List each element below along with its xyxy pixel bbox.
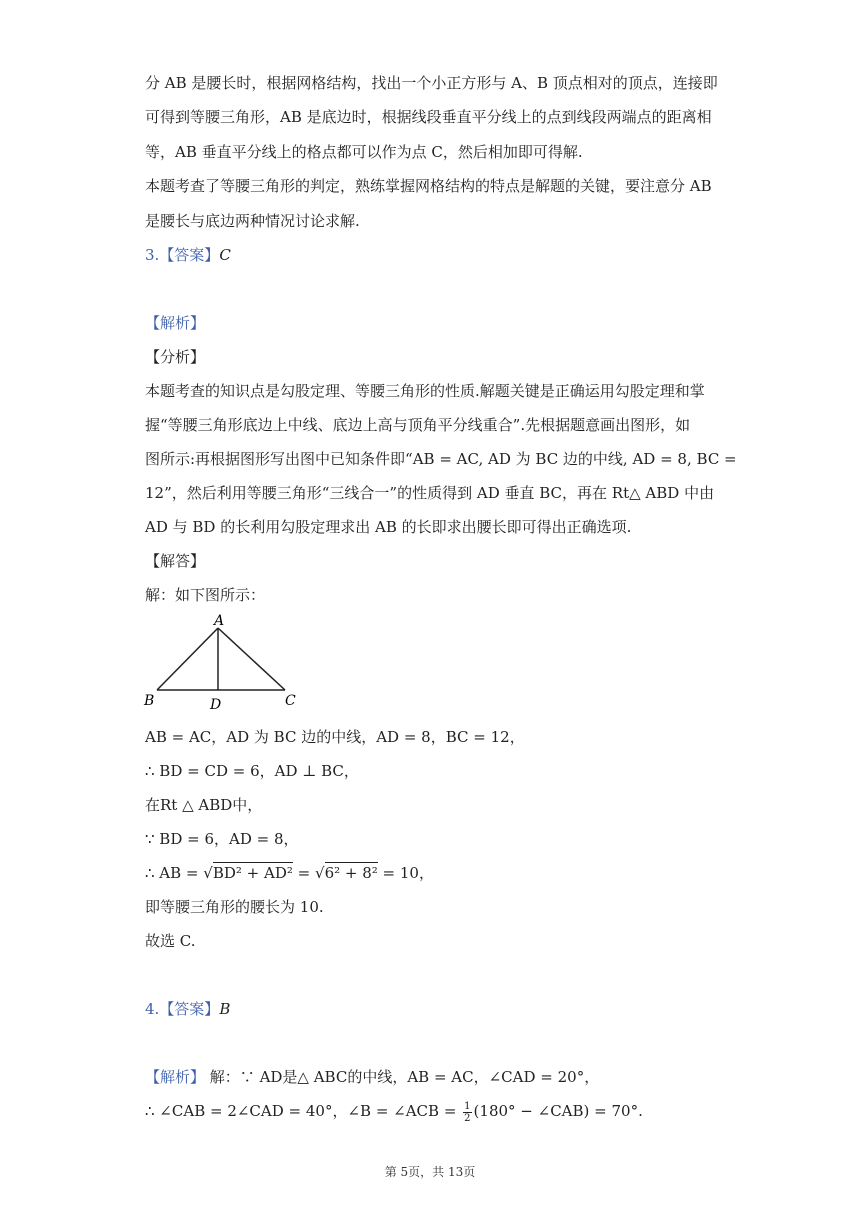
- text-line: 12”，然后利用等腰三角形“三线合一”的性质得到 AD 垂直 BC，再在 Rt△ ABD 中由: [145, 484, 715, 502]
- q4-equation-line: ∴ ∠CAB = 2∠CAD = 40°，∠B = ∠ACB = $\frac{1}{2}$ (180° − ∠CAB) = 70°.: [145, 1100, 643, 1124]
- equation-line: ∴ AB = √BD² + AD² = √6² + 8² = 10，: [145, 864, 434, 882]
- answer-value: B: [219, 1000, 231, 1018]
- page-footer: 第 5页，共 13页: [384, 1165, 476, 1179]
- vertex-label-a: A: [214, 613, 225, 629]
- jieda-label: 【解答】: [145, 552, 206, 570]
- text-line: 握“等腰三角形底边上中线、底边上高与顶角平分线重合”.先根据题意画出图形，如: [145, 416, 691, 434]
- triangle-figure: [140, 610, 310, 720]
- text-line: ∴ BD = CD = 6，AD ⊥ BC，: [145, 762, 359, 780]
- answer-value: C: [219, 246, 231, 264]
- text-line: 是腰长与底边两种情况讨论求解.: [145, 212, 360, 230]
- text-line: 在Rt △ ABD中，: [145, 796, 263, 814]
- fenxi-label: 【分析】: [145, 348, 206, 366]
- text-line: 分 AB 是腰长时，根据网格结构，找出一个小正方形与 A、B 顶点相对的顶点，连接即: [145, 74, 718, 92]
- text-line: 即等腰三角形的腰长为 10.: [145, 898, 324, 916]
- text-line: 本题考查的知识点是勾股定理、等腰三角形的性质.解题关键是正确运用勾股定理和掌: [145, 382, 705, 400]
- text-line: AB = AC，AD 为 BC 边的中线，AD = 8，BC = 12，: [145, 728, 525, 746]
- side-ab: [157, 628, 218, 690]
- analysis-label: 【解析】: [145, 1068, 206, 1086]
- vertex-label-b: B: [144, 693, 155, 709]
- text-line: ∵ BD = 6，AD = 8，: [145, 830, 299, 848]
- fraction: $\frac{1}{2}$: [464, 1100, 471, 1124]
- answer-label: 3.【答案】: [145, 246, 220, 264]
- q4-analysis-line: 【解析】 解：∵ AD是△ ABC的中线，AB = AC，∠CAD = 20°，: [145, 1068, 600, 1086]
- text-line: AD 与 BD 的长利用勾股定理求出 AB 的长即求出腰长即可得出正确选项.: [145, 518, 632, 536]
- text-line: 解：如下图所示：: [145, 586, 266, 604]
- text-line: 本题考查了等腰三角形的判定，熟练掌握网格结构的特点是解题的关键，要注意分 AB: [145, 177, 712, 195]
- side-ac: [218, 628, 285, 690]
- vertex-label-d: D: [210, 697, 222, 713]
- text-line: 可得到等腰三角形，AB 是底边时，根据线段垂直平分线上的点到线段两端点的距离相: [145, 108, 712, 126]
- sqrt-expression: 6² + 8²: [324, 864, 378, 882]
- text-line: 故选 C.: [145, 932, 196, 950]
- q3-answer: [145, 244, 231, 265]
- answer-label: 4.【答案】: [145, 1000, 220, 1018]
- text-line: 图所示:再根据图形写出图中已知条件即“AB = AC, AD 为 BC 边的中线, AD = 8, BC =: [145, 450, 737, 468]
- text-line: 等，AB 垂直平分线上的格点都可以作为点 C，然后相加即可得解.: [145, 143, 583, 161]
- q4-answer: [145, 998, 230, 1019]
- vertex-label-c: C: [285, 693, 296, 709]
- analysis-label: 【解析】: [145, 314, 206, 332]
- sqrt-expression: BD² + AD²: [212, 864, 293, 882]
